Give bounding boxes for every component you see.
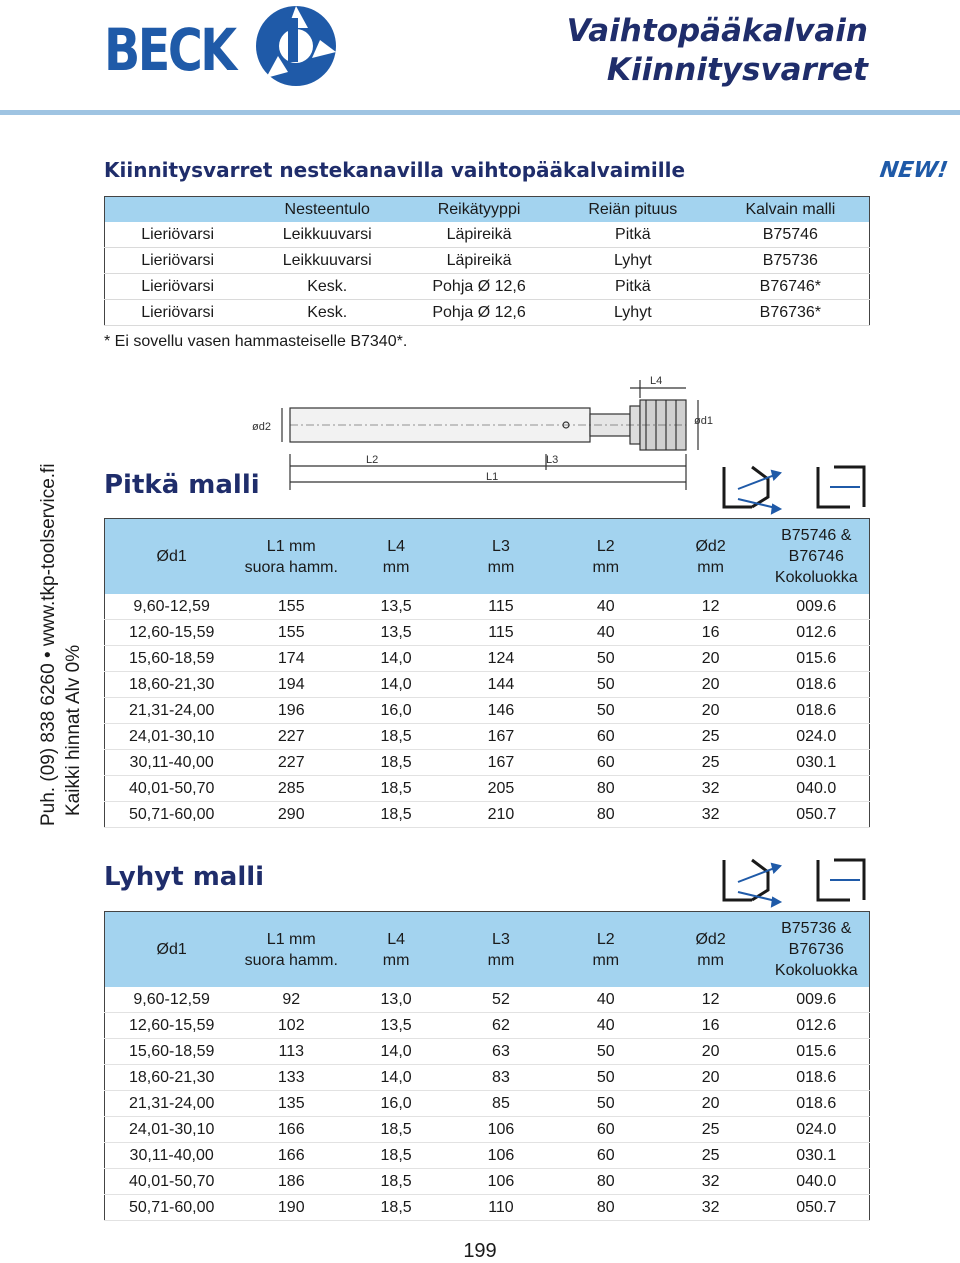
holder-table-row xyxy=(105,274,870,300)
short-table-row-cell: 50 xyxy=(554,1039,658,1065)
short-table-row-cell: 40 xyxy=(554,987,658,1013)
long-table-row-cell: 144 xyxy=(448,672,554,698)
long-table-row xyxy=(105,802,870,828)
short-table-row-cell: 32 xyxy=(658,1169,764,1195)
long-table-row-cell: 18,60-21,30 xyxy=(105,672,239,698)
short-table-row xyxy=(105,987,870,1013)
short-model-table xyxy=(104,911,870,1221)
long-header-cell-line: L4 xyxy=(387,537,405,555)
short-table-row-cell: 25 xyxy=(658,1117,764,1143)
long-header-cell-line: mm xyxy=(487,558,515,576)
footnote: * Ei sovellu vasen hammasteiselle B7340*. xyxy=(104,333,408,350)
long-table-row xyxy=(105,776,870,802)
new-badge: NEW! xyxy=(878,158,950,183)
long-table-row-cell: 13,5 xyxy=(344,620,448,646)
holder-table-row-cell: Lyhyt xyxy=(554,248,712,274)
short-table-row-cell: 14,0 xyxy=(344,1039,448,1065)
short-table-row-cell: 62 xyxy=(448,1013,554,1039)
reamer-type-icons xyxy=(718,459,868,515)
short-table-row-cell: 009.6 xyxy=(764,987,870,1013)
short-table-row xyxy=(105,1091,870,1117)
page-header xyxy=(0,0,960,118)
long-table-row-cell: 20 xyxy=(658,672,764,698)
short-table-row-cell: 106 xyxy=(448,1143,554,1169)
long-table-row-cell: 009.6 xyxy=(764,594,870,620)
long-table-row-cell: 18,5 xyxy=(344,750,448,776)
long-header-cell-line: Kokoluokka xyxy=(774,569,858,586)
long-table-row-cell: 16,0 xyxy=(344,698,448,724)
short-header-cell-line: mm xyxy=(487,951,515,969)
holder-table-row-cell: B75746 xyxy=(712,222,870,248)
holder-table-row xyxy=(105,300,870,326)
short-table-row-cell: 018.6 xyxy=(764,1065,870,1091)
holder-header-cell: Reiän pituus xyxy=(554,197,712,223)
short-table-row-cell: 030.1 xyxy=(764,1143,870,1169)
short-table-row-cell: 18,5 xyxy=(344,1195,448,1221)
long-table-row-cell: 115 xyxy=(448,620,554,646)
long-header-cell-line: Ød1 xyxy=(156,548,187,565)
short-table-row-cell: 20 xyxy=(658,1091,764,1117)
short-table-row-cell: 18,5 xyxy=(344,1117,448,1143)
short-table-row-cell: 015.6 xyxy=(764,1039,870,1065)
short-header-cell xyxy=(238,912,344,988)
long-table-row xyxy=(105,646,870,672)
short-table-row-cell: 63 xyxy=(448,1039,554,1065)
drawing-label-l3: L3 xyxy=(546,454,559,466)
holder-table-row-cell: B75736 xyxy=(712,248,870,274)
short-table-row-cell: 32 xyxy=(658,1195,764,1221)
long-table-row-cell: 155 xyxy=(238,620,344,646)
long-table-row-cell: 018.6 xyxy=(764,698,870,724)
short-table-row-cell: 52 xyxy=(448,987,554,1013)
short-table-row-cell: 80 xyxy=(554,1195,658,1221)
short-table-row-cell: 85 xyxy=(448,1091,554,1117)
long-header-cell-line: L3 xyxy=(492,537,510,555)
short-header-cell xyxy=(105,912,239,988)
header-rule xyxy=(0,110,960,115)
long-table-row-cell: 18,5 xyxy=(344,776,448,802)
short-table-row-cell: 16 xyxy=(658,1013,764,1039)
long-header-cell xyxy=(105,519,239,595)
short-table-row-cell: 16,0 xyxy=(344,1091,448,1117)
long-header-cell-line: B76746 xyxy=(788,548,844,565)
long-header-cell-line: L1 mm xyxy=(266,537,316,555)
long-table-row-cell: 115 xyxy=(448,594,554,620)
short-table-row-cell: 15,60-18,59 xyxy=(105,1039,239,1065)
long-table-row-cell: 015.6 xyxy=(764,646,870,672)
holder-table-row-cell: Lieriövarsi xyxy=(105,248,251,274)
long-table-row-cell: 18,5 xyxy=(344,724,448,750)
section-title-short: Lyhyt malli xyxy=(104,862,265,892)
long-table-row-cell: 30,11-40,00 xyxy=(105,750,239,776)
short-header-cell-line: mm xyxy=(592,951,620,969)
long-table-row-cell: 25 xyxy=(658,750,764,776)
long-table-row-cell: 15,60-18,59 xyxy=(105,646,239,672)
long-table-row xyxy=(105,724,870,750)
long-header-cell xyxy=(764,519,870,595)
holder-table-row-cell: Pohja Ø 12,6 xyxy=(404,300,554,326)
short-header-cell xyxy=(658,912,764,988)
side-price-note: Kaikki hinnat Alv 0% xyxy=(63,644,84,816)
short-table-row-cell: 012.6 xyxy=(764,1013,870,1039)
short-table-row-cell: 190 xyxy=(238,1195,344,1221)
long-table-row-cell: 25 xyxy=(658,724,764,750)
reamer-type-icons-short xyxy=(718,852,868,908)
short-table-row xyxy=(105,1117,870,1143)
short-table-row-cell: 110 xyxy=(448,1195,554,1221)
long-table-row-cell: 24,01-30,10 xyxy=(105,724,239,750)
short-header-cell-line: mm xyxy=(697,951,724,969)
holder-table-row xyxy=(105,248,870,274)
short-header-cell xyxy=(448,912,554,988)
short-header-cell-line: L1 mm xyxy=(266,930,316,948)
short-table-row xyxy=(105,1195,870,1221)
long-table-row-cell: 155 xyxy=(238,594,344,620)
short-table-header xyxy=(105,912,870,988)
brand-logo xyxy=(104,6,263,94)
long-table-row-cell: 80 xyxy=(554,776,658,802)
long-table-row-cell: 12 xyxy=(658,594,764,620)
long-table-row-cell: 50 xyxy=(554,698,658,724)
long-table-row-cell: 20 xyxy=(658,646,764,672)
short-table-row-cell: 9,60-12,59 xyxy=(105,987,239,1013)
short-table-row-cell: 18,5 xyxy=(344,1143,448,1169)
holder-table-row-cell: Lieriövarsi xyxy=(105,274,251,300)
short-table-row-cell: 024.0 xyxy=(764,1117,870,1143)
long-table-row-cell: 21,31-24,00 xyxy=(105,698,239,724)
drawing-label-l1: L1 xyxy=(486,471,499,483)
long-table-row-cell: 50 xyxy=(554,672,658,698)
long-table-row-cell: 40 xyxy=(554,594,658,620)
long-table-row-cell: 16 xyxy=(658,620,764,646)
holder-table-body xyxy=(105,222,870,326)
long-table-row-cell: 174 xyxy=(238,646,344,672)
drawing-label-l4: L4 xyxy=(650,375,663,387)
long-table-row-cell: 024.0 xyxy=(764,724,870,750)
long-table-row-cell: 285 xyxy=(238,776,344,802)
holder-table-row-cell: B76746* xyxy=(712,274,870,300)
short-header-cell-line: Ød2 xyxy=(695,930,726,948)
holder-table-row-cell: Pohja Ø 12,6 xyxy=(404,274,554,300)
long-table-row-cell: 227 xyxy=(238,750,344,776)
short-table-row-cell: 24,01-30,10 xyxy=(105,1117,239,1143)
short-table-row-cell: 92 xyxy=(238,987,344,1013)
long-header-cell-line: Ød2 xyxy=(695,537,726,555)
long-table-row-cell: 030.1 xyxy=(764,750,870,776)
long-header-cell-line: mm xyxy=(382,558,410,576)
long-table-row-cell: 14,0 xyxy=(344,672,448,698)
long-header-cell xyxy=(554,519,658,595)
long-table-row-cell: 018.6 xyxy=(764,672,870,698)
long-table-row-cell: 40 xyxy=(554,620,658,646)
drawing-label-d2: ød2 xyxy=(252,421,271,433)
short-table-row-cell: 50,71-60,00 xyxy=(105,1195,239,1221)
short-table-row-cell: 133 xyxy=(238,1065,344,1091)
holder-table-row-cell: Leikkuuvarsi xyxy=(250,248,404,274)
short-header-cell xyxy=(554,912,658,988)
long-table-header xyxy=(105,519,870,595)
short-table-row-cell: 166 xyxy=(238,1143,344,1169)
long-table-row xyxy=(105,698,870,724)
drawing-label-l2: L2 xyxy=(366,454,379,466)
short-header-cell-line: L4 xyxy=(387,930,405,948)
long-table-row-cell: 290 xyxy=(238,802,344,828)
section-title-long: Pitkä malli xyxy=(104,470,260,500)
page-number: 199 xyxy=(463,1240,497,1262)
short-table-row-cell: 186 xyxy=(238,1169,344,1195)
holder-table-row-cell: Lieriövarsi xyxy=(105,222,251,248)
short-table-row-cell: 14,0 xyxy=(344,1065,448,1091)
holder-header-cell: Reikätyyppi xyxy=(404,197,554,223)
title-line-2: Kiinnitysvarret xyxy=(606,52,868,88)
holder-table-row-cell: Leikkuuvarsi xyxy=(250,222,404,248)
long-table-row xyxy=(105,750,870,776)
long-table-row-cell: 32 xyxy=(658,802,764,828)
holder-table-row-cell: Pitkä xyxy=(554,274,712,300)
long-table-row-cell: 050.7 xyxy=(764,802,870,828)
short-table-row-cell: 166 xyxy=(238,1117,344,1143)
long-table-row-cell: 13,5 xyxy=(344,594,448,620)
holder-header-cell: Kalvain malli xyxy=(712,197,870,223)
short-table-row-cell: 83 xyxy=(448,1065,554,1091)
short-header-cell-line: Ød1 xyxy=(156,941,187,958)
long-table-row-cell: 9,60-12,59 xyxy=(105,594,239,620)
long-header-cell xyxy=(448,519,554,595)
holder-table-row-cell: Lyhyt xyxy=(554,300,712,326)
short-table-row-cell: 18,5 xyxy=(344,1169,448,1195)
short-header-cell-line: suora hamm. xyxy=(244,951,338,969)
short-table-row-cell: 80 xyxy=(554,1169,658,1195)
short-table-row-cell: 60 xyxy=(554,1143,658,1169)
short-table-row xyxy=(105,1065,870,1091)
long-table-row-cell: 040.0 xyxy=(764,776,870,802)
section-title-holders: Kiinnitysvarret nestekanavilla vaihtopääkalvaimille xyxy=(104,158,686,182)
short-table-row-cell: 12 xyxy=(658,987,764,1013)
brand-emblem-icon xyxy=(248,0,438,98)
short-table-row xyxy=(105,1169,870,1195)
long-table-row-cell: 60 xyxy=(554,750,658,776)
short-table-row-cell: 106 xyxy=(448,1169,554,1195)
short-table-row xyxy=(105,1143,870,1169)
long-table-row-cell: 167 xyxy=(448,724,554,750)
holder-table-header xyxy=(105,197,870,223)
holder-table-row-cell: Lieriövarsi xyxy=(105,300,251,326)
long-table-row-cell: 12,60-15,59 xyxy=(105,620,239,646)
holder-table-row-cell: Läpireikä xyxy=(404,248,554,274)
side-contact-line: Puh. (09) 838 6260 • www.tkp-toolservice.fi xyxy=(38,463,59,826)
short-table-row-cell: 13,0 xyxy=(344,987,448,1013)
page-title xyxy=(567,12,868,90)
long-header-cell-line: suora hamm. xyxy=(244,558,338,576)
title-line-1: Vaihtopääkalvain xyxy=(566,13,868,49)
short-table-row-cell: 106 xyxy=(448,1117,554,1143)
holder-table-row-cell: B76736* xyxy=(712,300,870,326)
holder-header-cell xyxy=(105,197,251,223)
short-table-row xyxy=(105,1039,870,1065)
long-table-row-cell: 167 xyxy=(448,750,554,776)
long-header-cell-line: B75746 & xyxy=(781,527,852,544)
short-table-row-cell: 20 xyxy=(658,1039,764,1065)
short-table-row-cell: 12,60-15,59 xyxy=(105,1013,239,1039)
holder-technical-drawing xyxy=(246,370,716,500)
holder-table-row-cell: Läpireikä xyxy=(404,222,554,248)
long-header-cell xyxy=(344,519,448,595)
short-header-cell-line: L3 xyxy=(492,930,510,948)
short-header-cell xyxy=(764,912,870,988)
short-table-row-cell: 113 xyxy=(238,1039,344,1065)
long-table-row-cell: 205 xyxy=(448,776,554,802)
long-table-row-cell: 32 xyxy=(658,776,764,802)
short-table-row-cell: 21,31-24,00 xyxy=(105,1091,239,1117)
short-header-cell-line: B75736 & xyxy=(781,920,852,937)
long-table-row-cell: 50 xyxy=(554,646,658,672)
short-table-row-cell: 102 xyxy=(238,1013,344,1039)
long-table-row-cell: 227 xyxy=(238,724,344,750)
long-table-row xyxy=(105,672,870,698)
long-table-row xyxy=(105,620,870,646)
long-model-table xyxy=(104,518,870,828)
long-table-row-cell: 40,01-50,70 xyxy=(105,776,239,802)
long-header-cell xyxy=(238,519,344,595)
long-table-row-cell: 20 xyxy=(658,698,764,724)
short-header-cell-line: L2 xyxy=(596,930,615,948)
short-table-body xyxy=(105,987,870,1221)
holder-table-row-cell: Kesk. xyxy=(250,274,404,300)
short-table-row-cell: 040.0 xyxy=(764,1169,870,1195)
short-table-row xyxy=(105,1013,870,1039)
long-table-row-cell: 210 xyxy=(448,802,554,828)
short-table-row-cell: 50 xyxy=(554,1091,658,1117)
short-header-cell-line: mm xyxy=(382,951,410,969)
long-table-row-cell: 60 xyxy=(554,724,658,750)
short-table-row-cell: 60 xyxy=(554,1117,658,1143)
long-table-row-cell: 012.6 xyxy=(764,620,870,646)
long-header-cell-line: L2 xyxy=(596,537,615,555)
holder-header-cell: Nesteentulo xyxy=(250,197,404,223)
long-table-row-cell: 80 xyxy=(554,802,658,828)
long-header-cell-line: mm xyxy=(697,558,724,576)
long-table-row-cell: 194 xyxy=(238,672,344,698)
long-table-row-cell: 18,5 xyxy=(344,802,448,828)
drawing-label-d1: ød1 xyxy=(694,415,713,427)
short-header-cell-line: B76736 xyxy=(788,941,844,958)
long-table-row-cell: 146 xyxy=(448,698,554,724)
long-table-body xyxy=(105,594,870,828)
short-table-row-cell: 135 xyxy=(238,1091,344,1117)
holder-table-row xyxy=(105,222,870,248)
long-table-row-cell: 124 xyxy=(448,646,554,672)
short-table-row-cell: 20 xyxy=(658,1065,764,1091)
short-table-row-cell: 018.6 xyxy=(764,1091,870,1117)
long-table-row-cell: 14,0 xyxy=(344,646,448,672)
short-table-row-cell: 050.7 xyxy=(764,1195,870,1221)
short-header-cell xyxy=(344,912,448,988)
short-table-row-cell: 13,5 xyxy=(344,1013,448,1039)
short-table-row-cell: 50 xyxy=(554,1065,658,1091)
long-table-row-cell: 50,71-60,00 xyxy=(105,802,239,828)
short-table-row-cell: 18,60-21,30 xyxy=(105,1065,239,1091)
long-header-cell-line: mm xyxy=(592,558,620,576)
short-table-row-cell: 40 xyxy=(554,1013,658,1039)
holder-table xyxy=(104,196,870,326)
long-table-row-cell: 196 xyxy=(238,698,344,724)
short-table-row-cell: 25 xyxy=(658,1143,764,1169)
long-header-cell xyxy=(658,519,764,595)
short-header-cell-line: Kokoluokka xyxy=(774,962,858,979)
holder-table-row-cell: Pitkä xyxy=(554,222,712,248)
brand-wordmark: BECK xyxy=(104,16,235,84)
long-table-row xyxy=(105,594,870,620)
short-table-row-cell: 40,01-50,70 xyxy=(105,1169,239,1195)
short-table-row-cell: 30,11-40,00 xyxy=(105,1143,239,1169)
holder-table-row-cell: Kesk. xyxy=(250,300,404,326)
side-contact-text xyxy=(36,426,86,826)
